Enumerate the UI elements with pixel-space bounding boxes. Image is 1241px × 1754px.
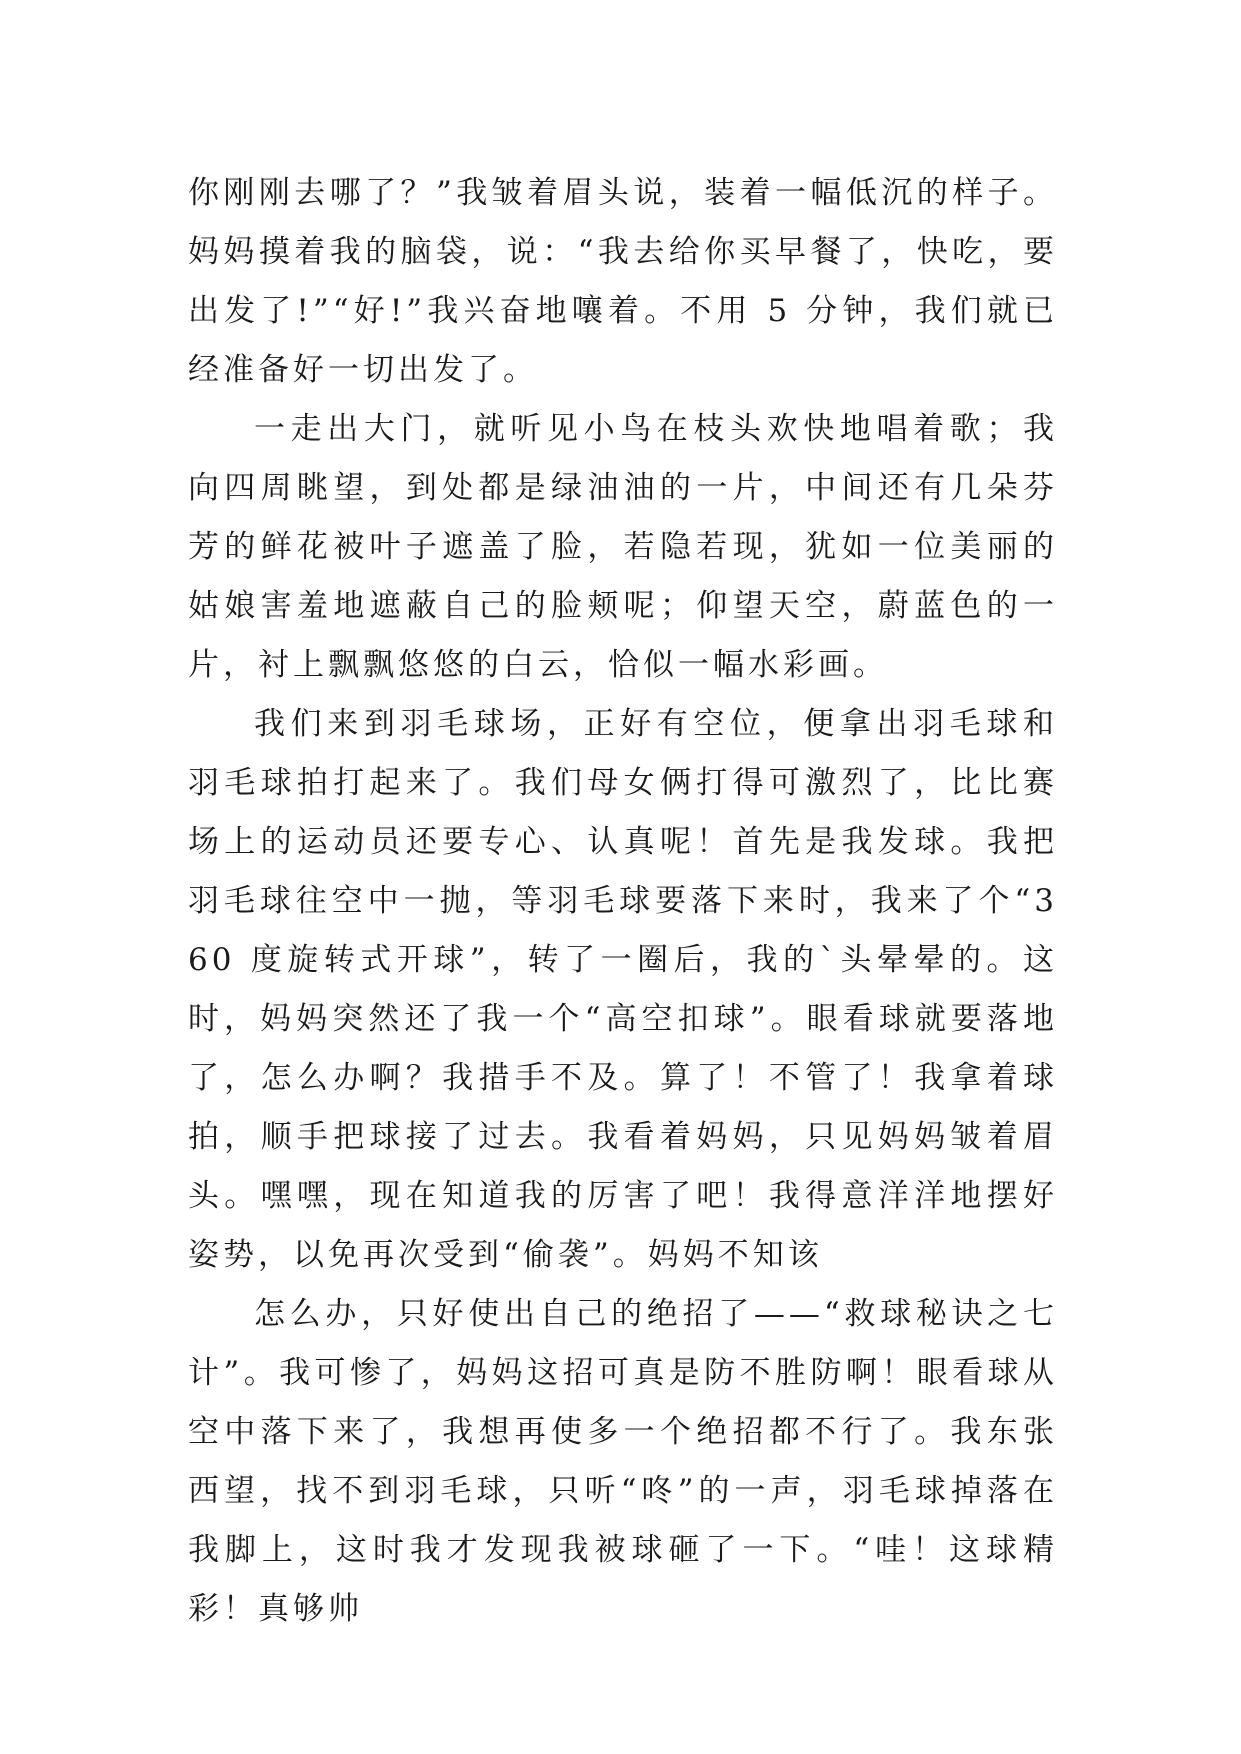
paragraph-4: 怎么办，只好使出自己的绝招了——“救球秘诀之七计”。我可惨了，妈妈这招可真是防不胜防啊！眼看球从空中落下来了，我想再使多一个绝招都不行了。我东张西望，找不到羽毛球，只听“咚”的一声，羽毛球掉落在我脚上，这时我才发现我被球砸了一下。“哇！这球精彩！真够帅 — [188, 1296, 1058, 1627]
document-page — [188, 164, 1058, 1644]
paragraph-1: 你刚刚去哪了？”我皱着眉头说，装着一幅低沉的样子。妈妈摸着我的脑袋，说：“我去给你买早餐了，快吃，要出发了!”“好!”我兴奋地嚷着。不用 5 分钟，我们就已经准备好一切出发了。 — [188, 175, 1058, 388]
paragraph-2: 一走出大门，就听见小鸟在枝头欢快地唱着歌；我向四周眺望，到处都是绿油油的一片，中间还有几朵芬芳的鲜花被叶子遮盖了脸，若隐若现，犹如一位美丽的姑娘害羞地遮蔽自己的脸颊呢；仰望天空，蔚蓝色的一片，衬上飘飘悠悠的白云，恰似一幅水彩画。 — [188, 411, 1058, 683]
paragraph-3: 我们来到羽毛球场，正好有空位，便拿出羽毛球和羽毛球拍打起来了。我们母女俩打得可激烈了，比比赛场上的运动员还要专心、认真呢！首先是我发球。我把羽毛球往空中一抛，等羽毛球要落下来时，我来了个“360 度旋转式开球”，转了一圈后，我的`头晕晕的。这时，妈妈突然还了我一个“高空扣球”。眼看球就要落地了，怎么办啊？我措手不及。算了！不管了！我拿着球拍，顺手把球接了过去。我看着妈妈，只见妈妈皱着眉头。嘿嘿，现在知道我的厉害了吧！我得意洋洋地摆好姿势，以免再次受到“偷袭”。妈妈不知该 — [188, 706, 1058, 1273]
